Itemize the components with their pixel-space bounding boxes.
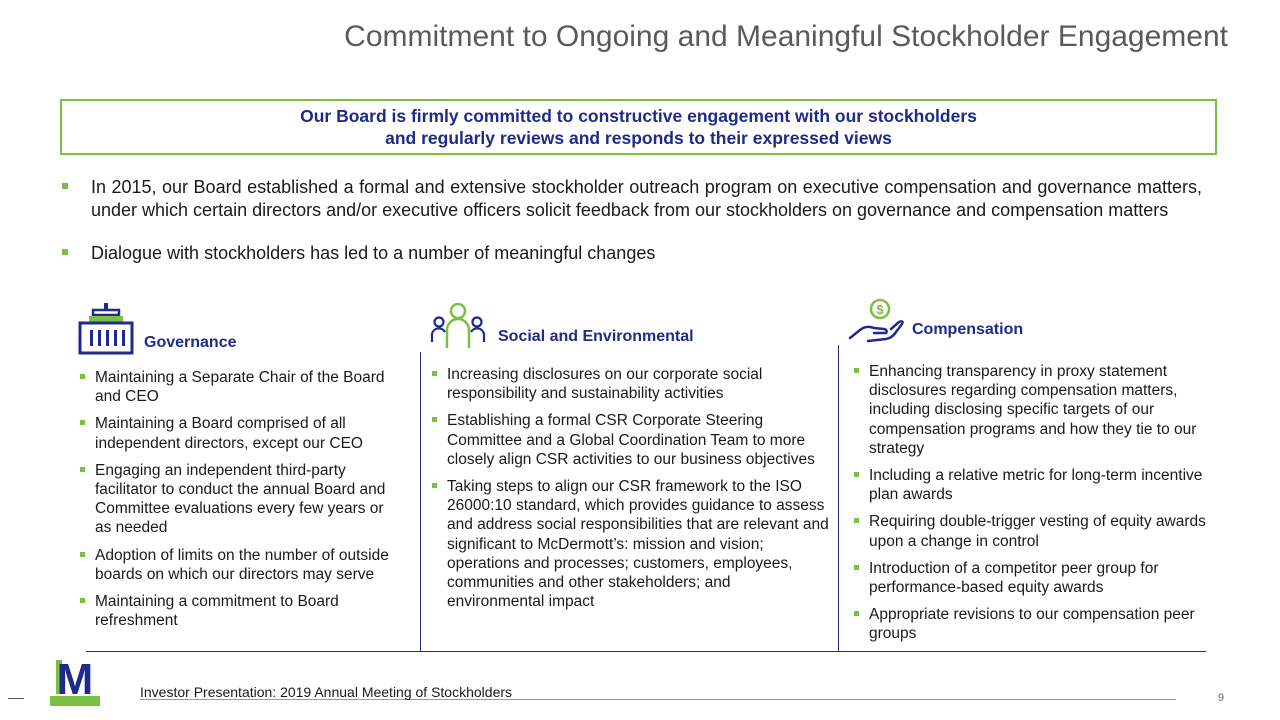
bullet-square-icon bbox=[80, 552, 85, 557]
board-commitment-callout bbox=[60, 99, 1217, 155]
svg-text:$: $ bbox=[876, 302, 884, 317]
column-divider bbox=[838, 345, 839, 651]
footer-left-rule bbox=[8, 698, 24, 699]
bullet-square-icon bbox=[80, 598, 85, 603]
bullet-square-icon bbox=[432, 371, 437, 376]
list-item-text: Maintaining a commitment to Board refreshment bbox=[95, 593, 339, 630]
compensation-heading: Compensation bbox=[912, 321, 1024, 338]
bullet-square-icon bbox=[80, 467, 85, 472]
company-logo bbox=[50, 658, 100, 706]
bullet-square-icon bbox=[62, 249, 68, 255]
list-item-text: Adoption of limits on the number of outside boards on which our directors may serve bbox=[95, 546, 389, 583]
bullet-square-icon bbox=[80, 420, 85, 425]
list-item bbox=[854, 362, 1214, 458]
list-item-text: Engaging an independent third-party facilitator to conduct the annual Board and Committee evaluations every few years or as needed bbox=[95, 461, 386, 537]
page-number: 9 bbox=[1217, 692, 1224, 704]
list-item bbox=[854, 466, 1214, 504]
list-item bbox=[432, 411, 830, 469]
bullet-square-icon bbox=[80, 374, 85, 379]
list-item-text: Enhancing transparency in proxy statement disclosures regarding compensation matters, including disclosing specific targets of our compensation programs and how they tie to our strategy bbox=[869, 363, 1197, 457]
list-item-text: Establishing a formal CSR Corporate Steering Committee and a Global Coordination Team to more closely align CSR activities to our business objectives bbox=[447, 412, 815, 468]
bullet-square-icon bbox=[854, 611, 859, 616]
list-item bbox=[854, 512, 1214, 550]
list-item-text: Introduction of a competitor peer group for performance-based equity awards bbox=[869, 559, 1159, 597]
logo-letter: M bbox=[56, 658, 94, 704]
list-item bbox=[432, 365, 830, 403]
social-environmental-list bbox=[432, 365, 830, 611]
list-item bbox=[854, 559, 1214, 597]
compensation-list bbox=[854, 362, 1214, 644]
bullet-square-icon bbox=[854, 518, 859, 523]
column-divider bbox=[420, 352, 421, 651]
bullet-square-icon bbox=[432, 417, 437, 422]
bullet-text: Dialogue with stockholders has led to a number of meaningful changes bbox=[91, 243, 656, 263]
list-item bbox=[432, 477, 830, 611]
list-item bbox=[80, 414, 402, 452]
people-group-icon bbox=[430, 302, 486, 355]
bullet-square-icon bbox=[854, 565, 859, 570]
list-item bbox=[80, 546, 402, 584]
bullet-square-icon bbox=[432, 483, 437, 488]
list-item-text: Maintaining a Board comprised of all independent directors, except our CEO bbox=[95, 415, 363, 452]
list-item bbox=[80, 592, 402, 630]
callout-line-1: Our Board is firmly committed to constructive engagement with our stockholders bbox=[300, 106, 977, 126]
list-item-text: Taking steps to align our CSR framework to the ISO 26000:10 standard, which provides guidance to assess and address social responsibilities that are relevant and significant to McDermott’s: mission and vision; operations and processes; customers, employees, communities and other stakeholders; and environmental impact bbox=[447, 478, 829, 611]
list-item bbox=[80, 461, 402, 538]
bullet-square-icon bbox=[854, 472, 859, 477]
list-item-text: Requiring double-trigger vesting of equity awards upon a change in control bbox=[869, 513, 1206, 550]
bullet-text: In 2015, our Board established a formal and extensive stockholder outreach program on executive compensation and governance matters, under which certain directors and/or executive officers solicit feedback from our stockholders on governance and compensation matters bbox=[91, 177, 1202, 220]
intro-bullet bbox=[62, 176, 1202, 221]
list-item-text: Maintaining a Separate Chair of the Board and CEO bbox=[95, 369, 385, 406]
social-environmental-heading: Social and Environmental bbox=[498, 328, 694, 345]
building-icon bbox=[78, 302, 134, 361]
hand-dollar-icon bbox=[848, 298, 904, 349]
list-item bbox=[854, 605, 1214, 643]
governance-list bbox=[80, 368, 402, 630]
footer-text: Investor Presentation: 2019 Annual Meeting of Stockholders bbox=[140, 684, 513, 700]
list-item bbox=[80, 368, 402, 406]
page-title: Commitment to Ongoing and Meaningful Stockholder Engagement bbox=[344, 20, 1228, 53]
intro-bullet bbox=[62, 242, 1202, 265]
list-item-text: Appropriate revisions to our compensation peer groups bbox=[869, 606, 1195, 643]
bullet-square-icon bbox=[854, 368, 859, 373]
list-item-text: Including a relative metric for long-term incentive plan awards bbox=[869, 467, 1203, 504]
list-item-text: Increasing disclosures on our corporate social responsibility and sustainability activities bbox=[447, 366, 763, 403]
intro-bullets bbox=[62, 176, 1202, 265]
columns-bottom-rule bbox=[86, 651, 1206, 652]
bullet-square-icon bbox=[62, 183, 68, 189]
governance-heading: Governance bbox=[144, 334, 237, 351]
callout-line-2: and regularly reviews and responds to their expressed views bbox=[385, 128, 892, 148]
